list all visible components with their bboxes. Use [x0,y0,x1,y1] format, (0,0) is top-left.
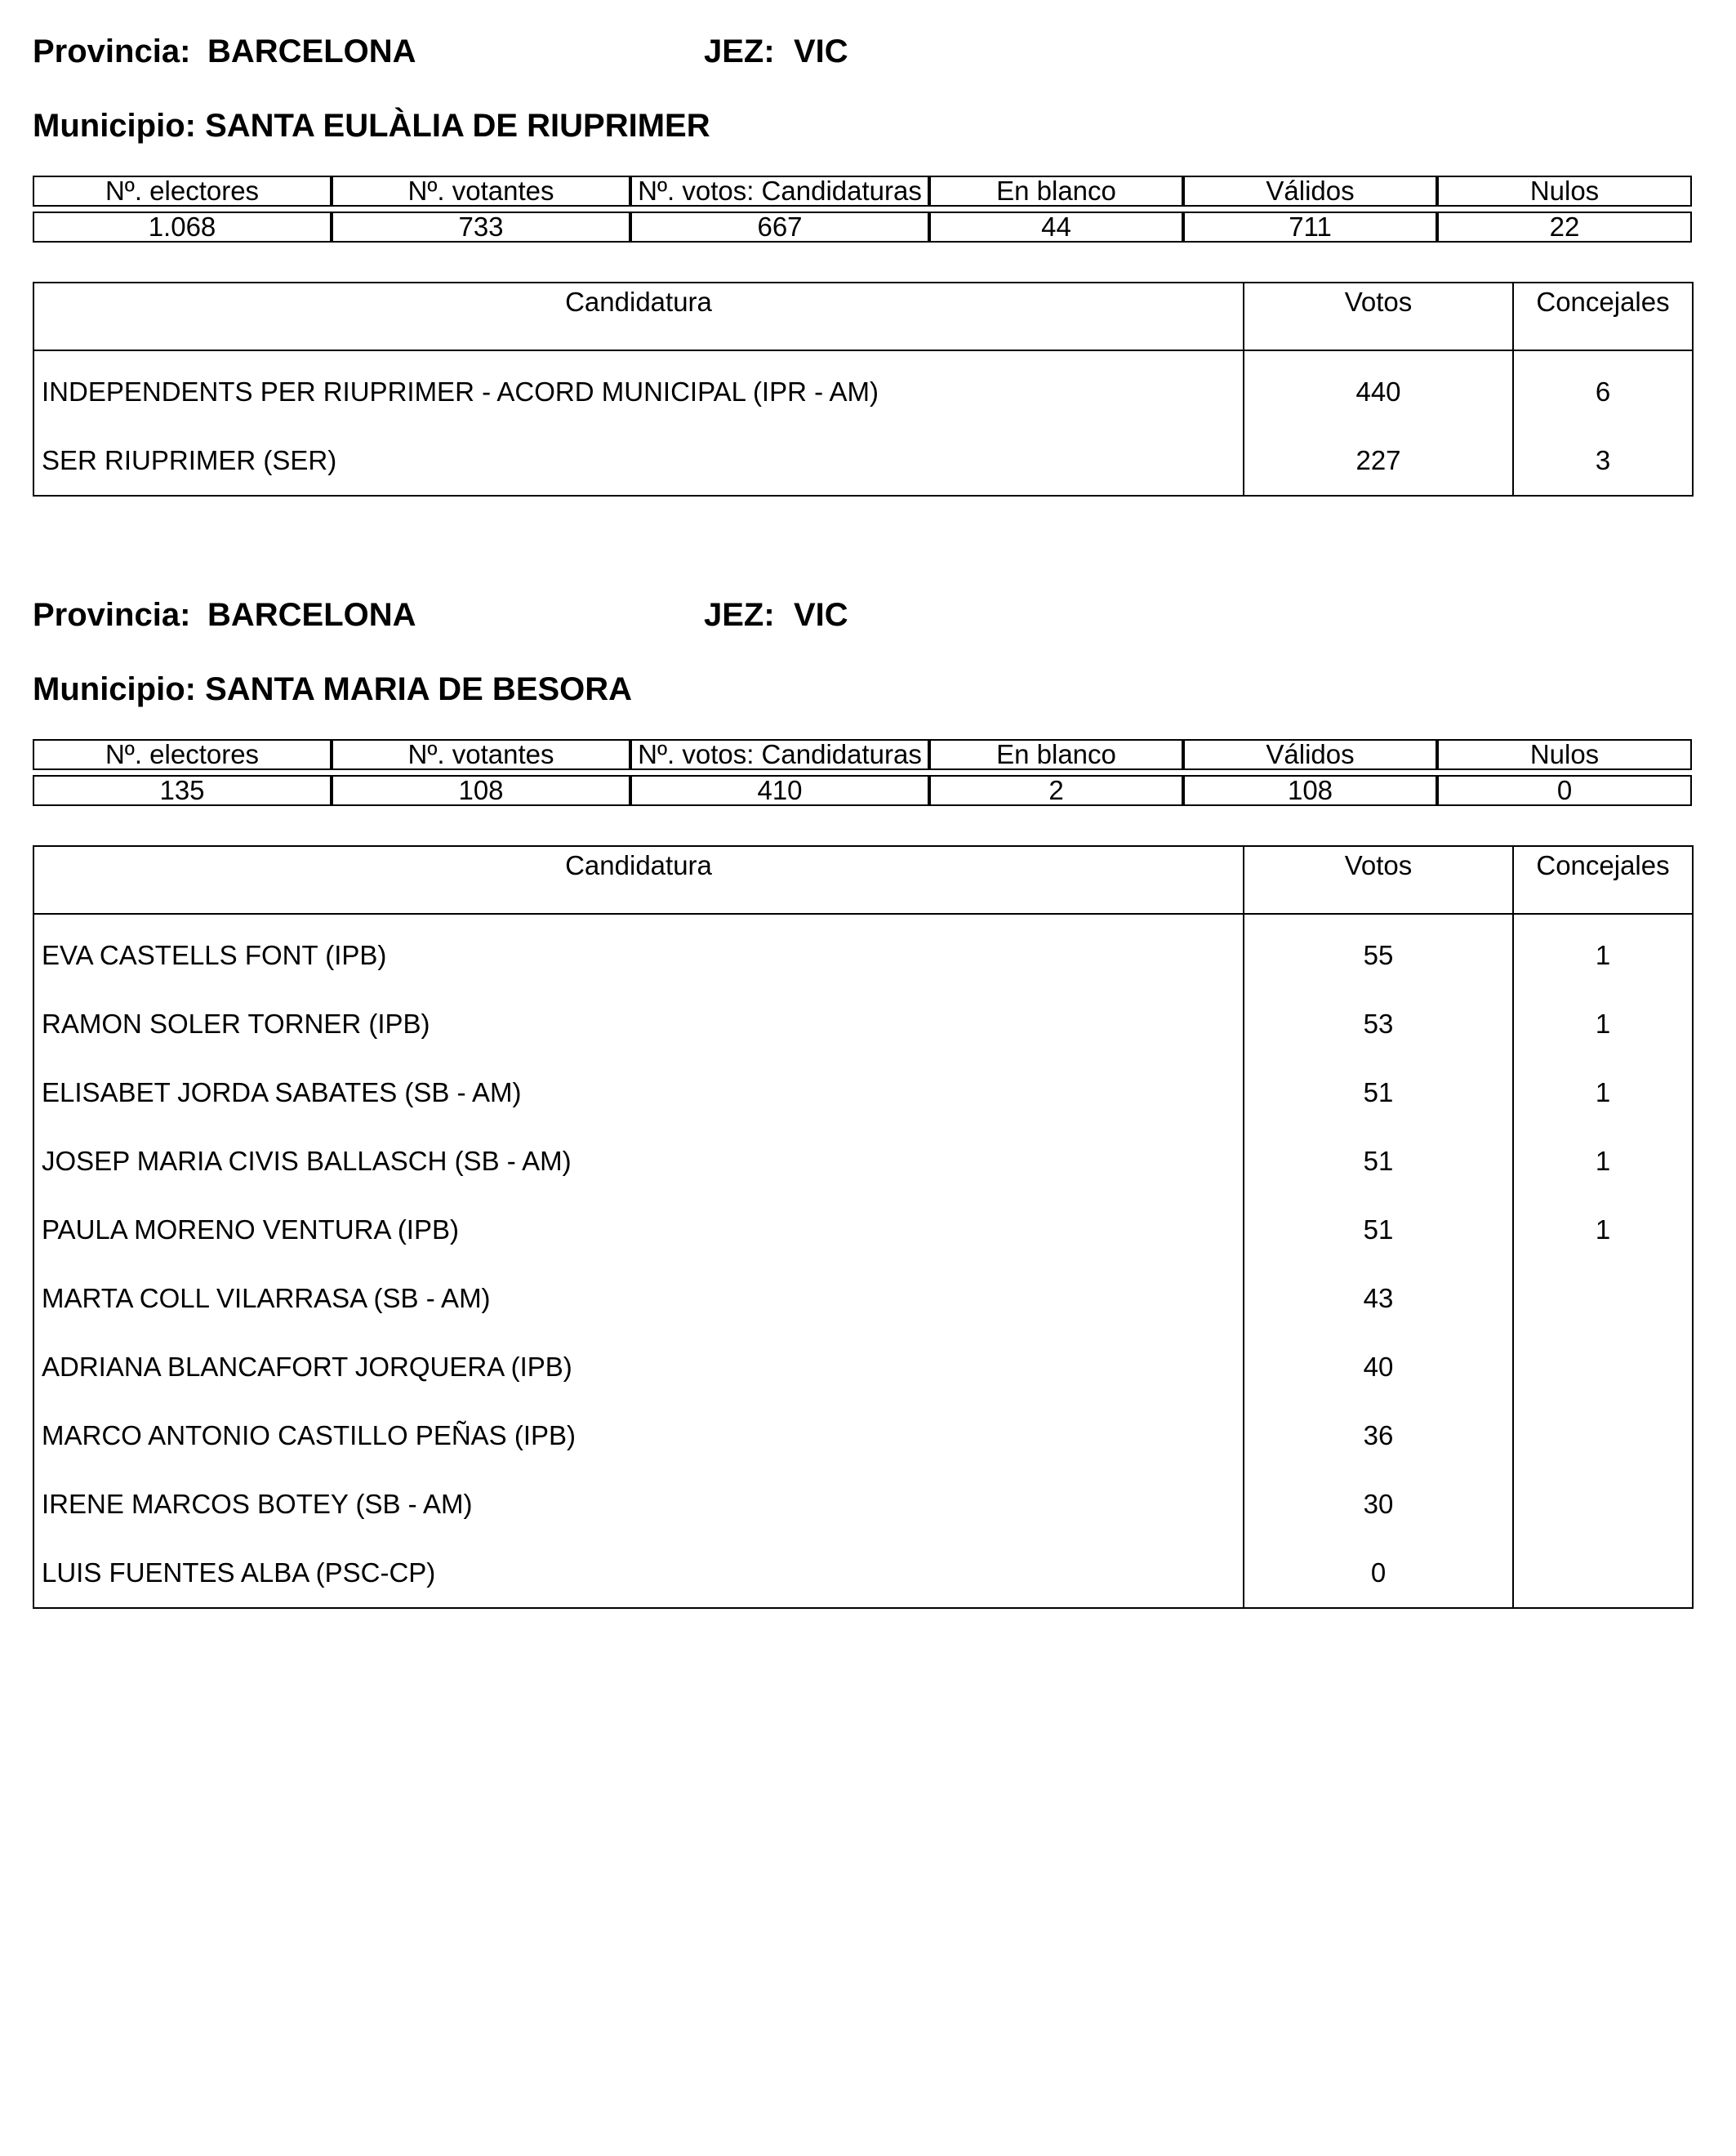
candidate-concejales: 1 [1513,990,1693,1058]
candidate-concejales [1513,1333,1693,1401]
stats-value-votos-candidaturas: 410 [630,775,929,806]
candidate-concejales: 1 [1513,1127,1693,1196]
stats-header-votantes: Nº. votantes [332,739,630,770]
jez-value: VIC [794,33,848,69]
candidate-concejales: 6 [1513,350,1693,426]
candidate-votos: 51 [1244,1058,1513,1127]
table-row [33,1058,1693,1127]
stats-value-nulos: 0 [1437,775,1692,806]
candidate-concejales: 1 [1513,914,1693,990]
candidate-name: IRENE MARCOS BOTEY (SB - AM) [33,1470,1244,1539]
candidate-name: LUIS FUENTES ALBA (PSC-CP) [33,1539,1244,1608]
candidate-name: MARCO ANTONIO CASTILLO PEÑAS (IPB) [33,1401,1244,1470]
municipio-line [33,669,632,710]
table-row [33,1333,1693,1401]
jez-label: JEZ: [704,33,775,69]
provincia-label: Provincia: [33,33,191,69]
table-row [33,1470,1693,1539]
stats-header-votos-candidaturas: Nº. votos: Candidaturas [630,176,929,207]
cand-header-candidatura: Candidatura [33,283,1244,350]
candidate-name: JOSEP MARIA CIVIS BALLASCH (SB - AM) [33,1127,1244,1196]
section-header [33,595,1692,635]
candidate-votos: 0 [1244,1539,1513,1608]
candidate-votos: 30 [1244,1470,1513,1539]
candidate-name: INDEPENDENTS PER RIUPRIMER - ACORD MUNICIPAL (IPR - AM) [33,350,1244,426]
stats-value-votos-candidaturas: 667 [630,212,929,243]
stats-header-en-blanco: En blanco [929,739,1183,770]
jez-value: VIC [794,597,848,633]
stats-value-votantes: 108 [332,775,630,806]
candidates-table [33,845,1694,1609]
candidate-name: MARTA COLL VILARRASA (SB - AM) [33,1264,1244,1333]
candidate-concejales: 3 [1513,426,1693,496]
table-row [33,1264,1693,1333]
candidate-name: SER RIUPRIMER (SER) [33,426,1244,496]
candidate-concejales: 1 [1513,1058,1693,1127]
table-row [33,1127,1693,1196]
candidate-votos: 36 [1244,1401,1513,1470]
table-row [33,1401,1693,1470]
candidate-name: ELISABET JORDA SABATES (SB - AM) [33,1058,1244,1127]
results-section [33,595,1692,1607]
candidate-votos: 51 [1244,1127,1513,1196]
stats-value-validos: 711 [1183,212,1437,243]
municipio-value: SANTA MARIA DE BESORA [205,671,633,707]
stats-value-validos: 108 [1183,775,1437,806]
table-row [33,1539,1693,1608]
candidate-votos: 51 [1244,1196,1513,1264]
stats-header-en-blanco: En blanco [929,176,1183,207]
candidate-votos: 53 [1244,990,1513,1058]
stats-header-votantes: Nº. votantes [332,176,630,207]
stats-header-validos: Válidos [1183,176,1437,207]
candidate-name: RAMON SOLER TORNER (IPB) [33,990,1244,1058]
candidate-concejales [1513,1401,1693,1470]
provincia-value: BARCELONA [207,33,416,69]
candidate-concejales: 1 [1513,1196,1693,1264]
candidate-votos: 55 [1244,914,1513,990]
municipio-value: SANTA EULÀLIA DE RIUPRIMER [205,108,710,144]
candidate-name: PAULA MORENO VENTURA (IPB) [33,1196,1244,1264]
provincia-label: Provincia: [33,597,191,633]
candidates-table [33,282,1694,497]
table-row [33,914,1693,990]
stats-value-votantes: 733 [332,212,630,243]
table-row [33,990,1693,1058]
stats-header-electores: Nº. electores [33,176,332,207]
stats-table [33,739,1692,806]
municipio-label: Municipio: [33,671,196,707]
section-header [33,31,1692,72]
stats-value-electores: 1.068 [33,212,332,243]
candidate-name: EVA CASTELLS FONT (IPB) [33,914,1244,990]
stats-header-nulos: Nulos [1437,176,1692,207]
stats-value-nulos: 22 [1437,212,1692,243]
jez-label: JEZ: [704,597,775,633]
candidate-votos: 43 [1244,1264,1513,1333]
municipio-line [33,105,710,146]
cand-header-candidatura: Candidatura [33,846,1244,914]
table-row [33,426,1693,496]
provincia-value: BARCELONA [207,597,416,633]
candidate-name: ADRIANA BLANCAFORT JORQUERA (IPB) [33,1333,1244,1401]
table-row [33,1196,1693,1264]
candidate-concejales [1513,1470,1693,1539]
cand-header-votos: Votos [1244,283,1513,350]
cand-header-votos: Votos [1244,846,1513,914]
stats-table [33,176,1692,243]
cand-header-concejales: Concejales [1513,846,1693,914]
stats-header-electores: Nº. electores [33,739,332,770]
stats-header-validos: Válidos [1183,739,1437,770]
candidate-concejales [1513,1539,1693,1608]
table-row [33,350,1693,426]
stats-value-en-blanco: 2 [929,775,1183,806]
candidate-votos: 440 [1244,350,1513,426]
candidate-votos: 40 [1244,1333,1513,1401]
municipio-label: Municipio: [33,108,196,144]
stats-value-en-blanco: 44 [929,212,1183,243]
results-section [33,31,1692,488]
stats-value-electores: 135 [33,775,332,806]
stats-header-votos-candidaturas: Nº. votos: Candidaturas [630,739,929,770]
candidate-concejales [1513,1264,1693,1333]
cand-header-concejales: Concejales [1513,283,1693,350]
stats-header-nulos: Nulos [1437,739,1692,770]
candidate-votos: 227 [1244,426,1513,496]
